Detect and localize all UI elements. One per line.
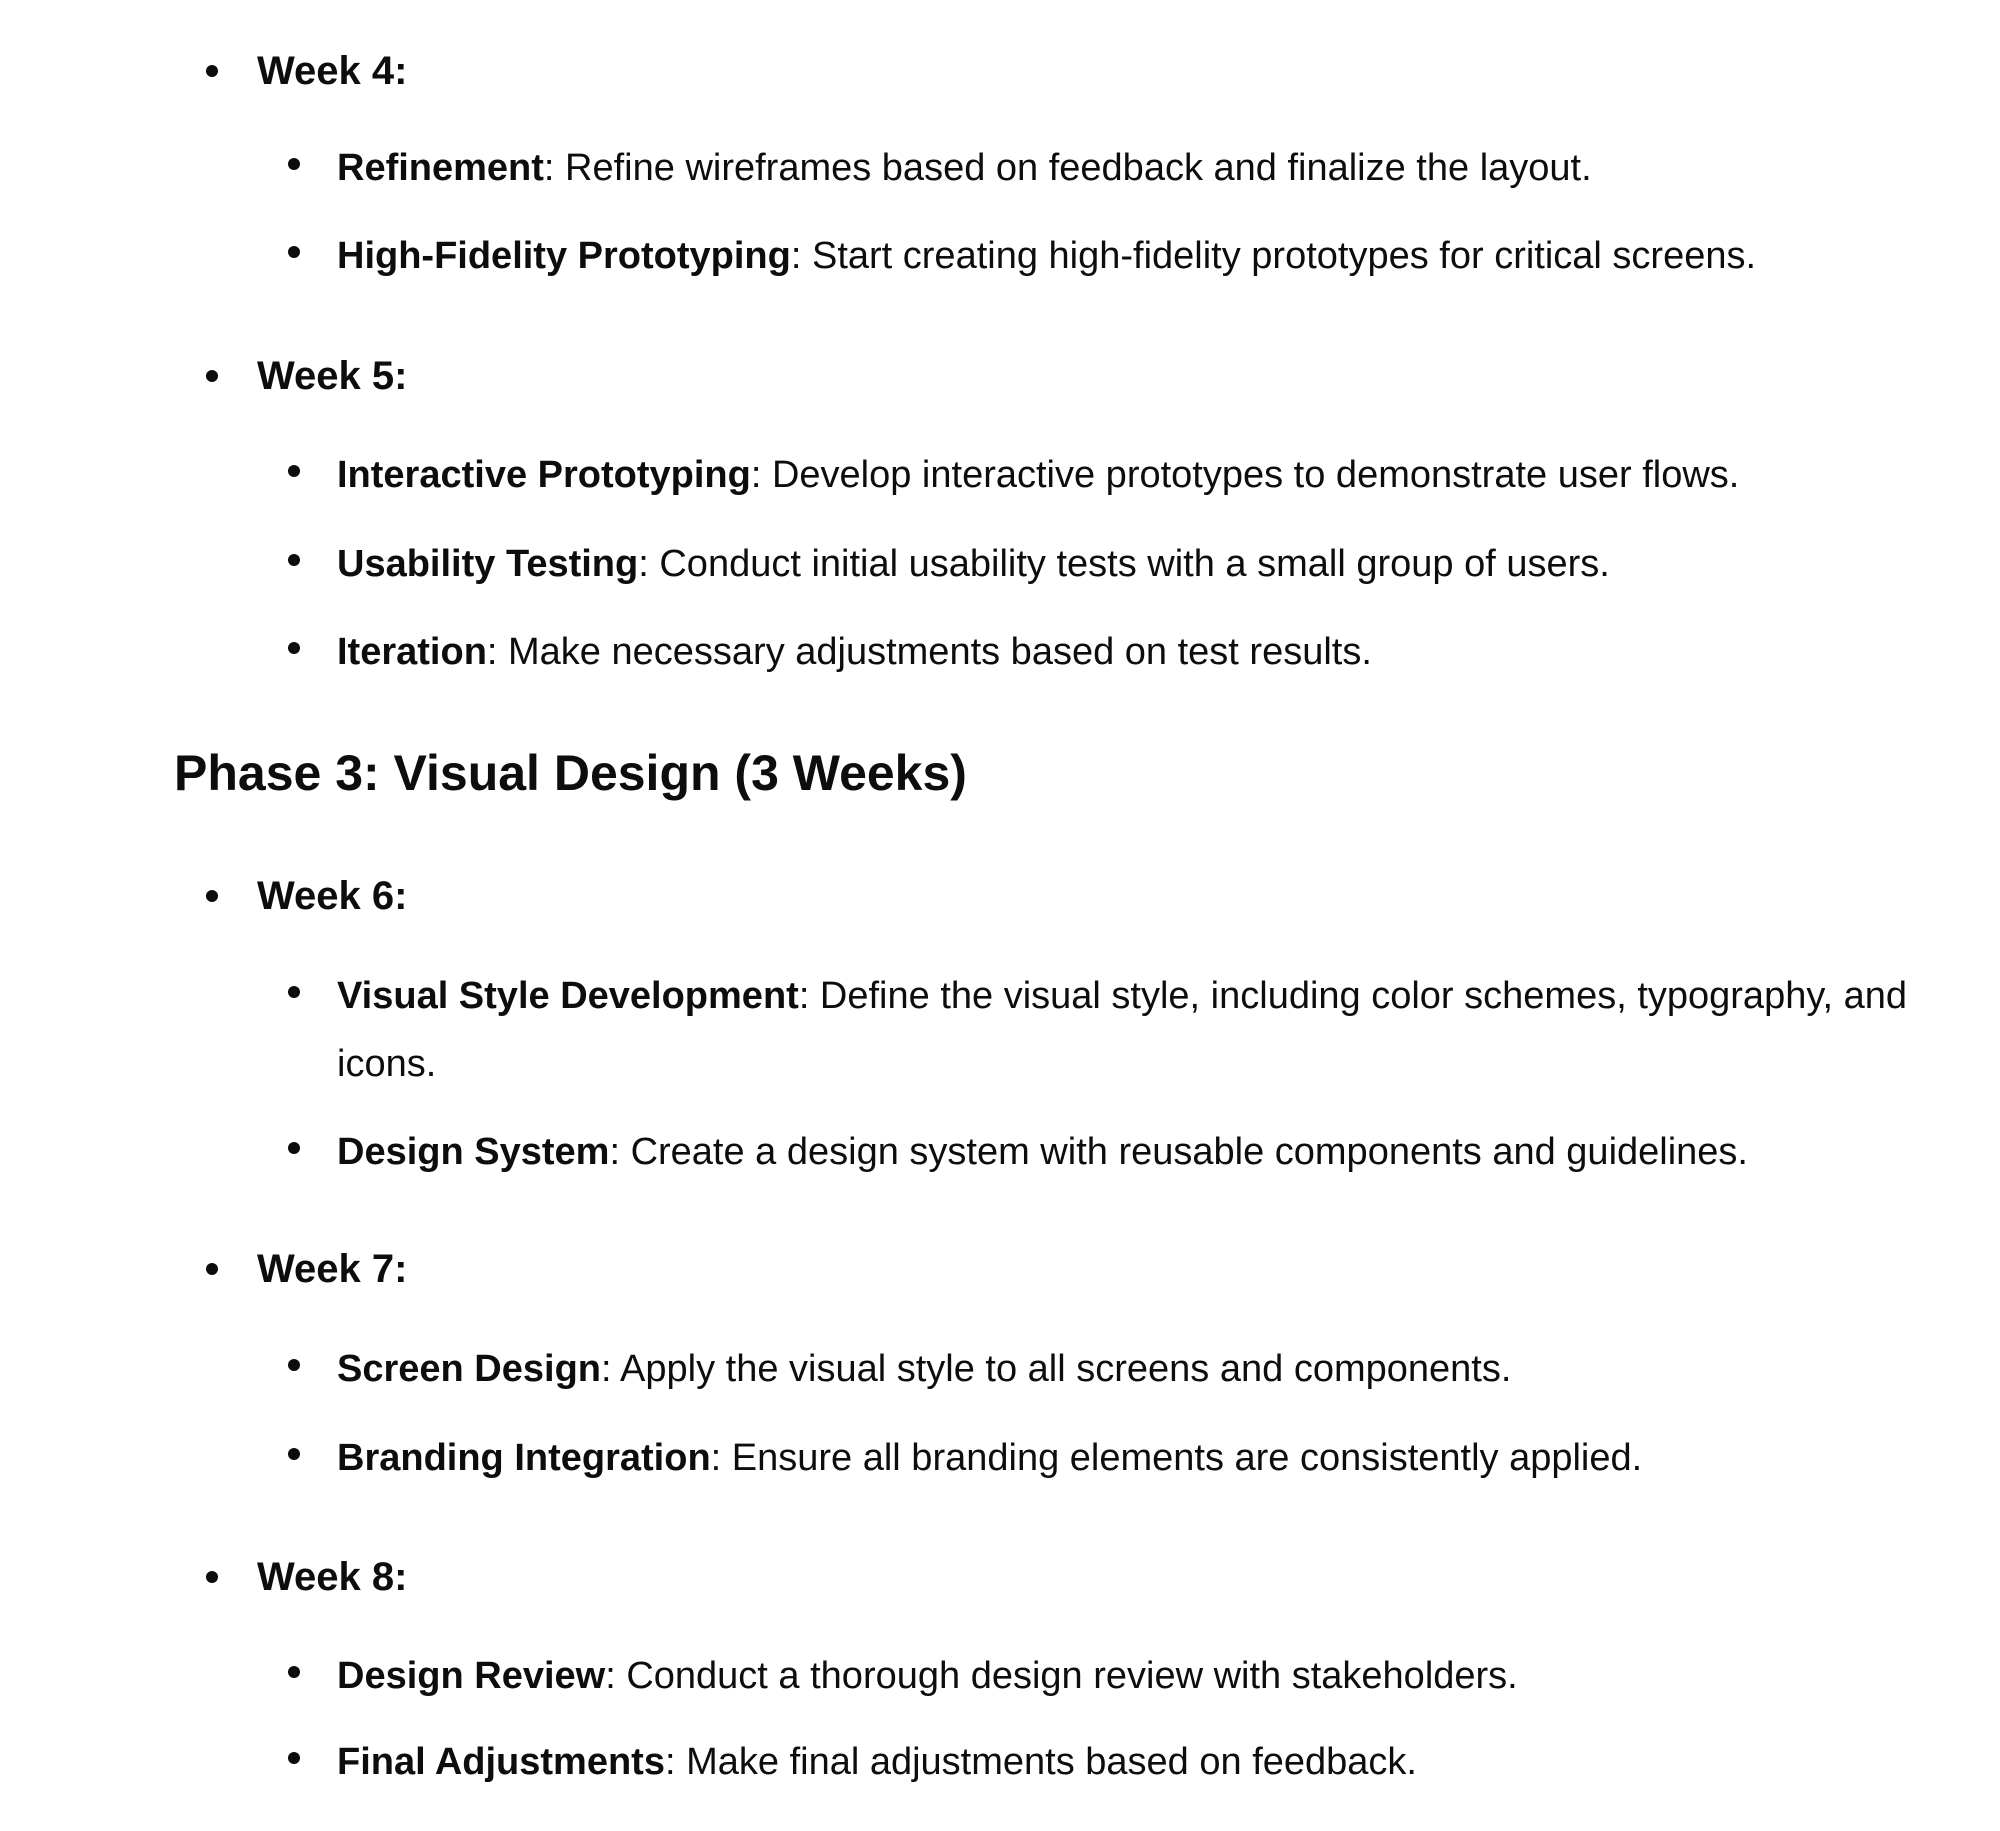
list-item xyxy=(0,962,2000,1098)
week-4-label: Week 4: xyxy=(257,49,408,93)
list-item-text xyxy=(337,1642,1977,1710)
list-item xyxy=(0,530,2000,598)
week-6-bullet xyxy=(0,866,2000,926)
list-item xyxy=(0,618,2000,686)
list-item xyxy=(0,441,2000,509)
week-6-label: Week 6: xyxy=(257,874,408,918)
bullet-icon xyxy=(206,370,218,382)
bullet-icon xyxy=(288,1752,300,1764)
list-item-desc: : Conduct a thorough design review with stakeholders. xyxy=(605,1655,1518,1697)
list-item xyxy=(0,1642,2000,1710)
list-item-text xyxy=(337,1335,1977,1403)
list-item-term: Design System xyxy=(337,1131,610,1173)
bullet-icon xyxy=(288,986,300,998)
list-item-text xyxy=(337,1728,1977,1796)
bullet-icon xyxy=(206,890,218,902)
list-item-text xyxy=(337,530,1977,598)
bullet-icon xyxy=(288,1666,300,1678)
bullet-icon xyxy=(206,65,218,77)
list-item-text xyxy=(337,1118,1977,1186)
list-item-desc: : Develop interactive prototypes to demonstrate user flows. xyxy=(750,454,1740,496)
bullet-icon xyxy=(206,1263,218,1275)
phase-3-heading: Phase 3: Visual Design (3 Weeks) xyxy=(174,745,967,801)
list-item-text xyxy=(337,1424,1977,1492)
week-5-label: Week 5: xyxy=(257,354,408,398)
bullet-icon xyxy=(288,246,300,258)
list-item-text xyxy=(337,222,1977,290)
list-item-desc: : Make final adjustments based on feedback. xyxy=(664,1741,1417,1783)
list-item-desc: : Conduct initial usability tests with a small group of users. xyxy=(638,543,1610,585)
list-item xyxy=(0,1728,2000,1796)
list-item-text xyxy=(337,618,1977,686)
list-item-desc: : Start creating high-fidelity prototypes for critical screens. xyxy=(790,235,1757,277)
list-item-term: Screen Design xyxy=(337,1348,601,1390)
list-item-desc: : Create a design system with reusable components and guidelines. xyxy=(609,1131,1748,1173)
bullet-icon xyxy=(288,554,300,566)
list-item xyxy=(0,222,2000,290)
week-7-label: Week 7: xyxy=(257,1247,408,1291)
list-item-desc: : Refine wireframes based on feedback and finalize the layout. xyxy=(543,147,1592,189)
list-item-term: High-Fidelity Prototyping xyxy=(337,235,791,277)
bullet-icon xyxy=(288,158,300,170)
bullet-icon xyxy=(288,1448,300,1460)
list-item xyxy=(0,134,2000,202)
list-item-term: Branding Integration xyxy=(337,1437,711,1479)
list-item-term: Interactive Prototyping xyxy=(337,454,751,496)
bullet-icon xyxy=(206,1571,218,1583)
list-item xyxy=(0,1335,2000,1403)
list-item-desc: : Apply the visual style to all screens and components. xyxy=(601,1348,1512,1390)
bullet-icon xyxy=(288,1359,300,1371)
week-5-bullet xyxy=(0,346,2000,406)
week-4-bullet xyxy=(0,41,2000,101)
list-item-text xyxy=(337,134,1977,202)
list-item-text xyxy=(337,962,1967,1098)
list-item-desc: : Define the visual style, including color schemes, typography, and icons. xyxy=(337,975,1908,1085)
list-item-text xyxy=(337,441,1977,509)
list-item-term: Refinement xyxy=(337,147,544,189)
week-8-label: Week 8: xyxy=(257,1555,408,1599)
list-item xyxy=(0,1424,2000,1492)
bullet-icon xyxy=(288,465,300,477)
list-item-term: Visual Style Development xyxy=(337,975,799,1017)
bullet-icon xyxy=(288,642,300,654)
bullet-icon xyxy=(288,1142,300,1154)
list-item-term: Iteration xyxy=(337,631,487,673)
week-8-bullet xyxy=(0,1547,2000,1607)
list-item-term: Design Review xyxy=(337,1655,606,1697)
week-7-bullet xyxy=(0,1239,2000,1299)
list-item-desc: : Ensure all branding elements are consistently applied. xyxy=(710,1437,1643,1479)
list-item xyxy=(0,1118,2000,1186)
list-item-term: Usability Testing xyxy=(337,543,639,585)
list-item-term: Final Adjustments xyxy=(337,1741,665,1783)
list-item-desc: : Make necessary adjustments based on test results. xyxy=(486,631,1372,673)
